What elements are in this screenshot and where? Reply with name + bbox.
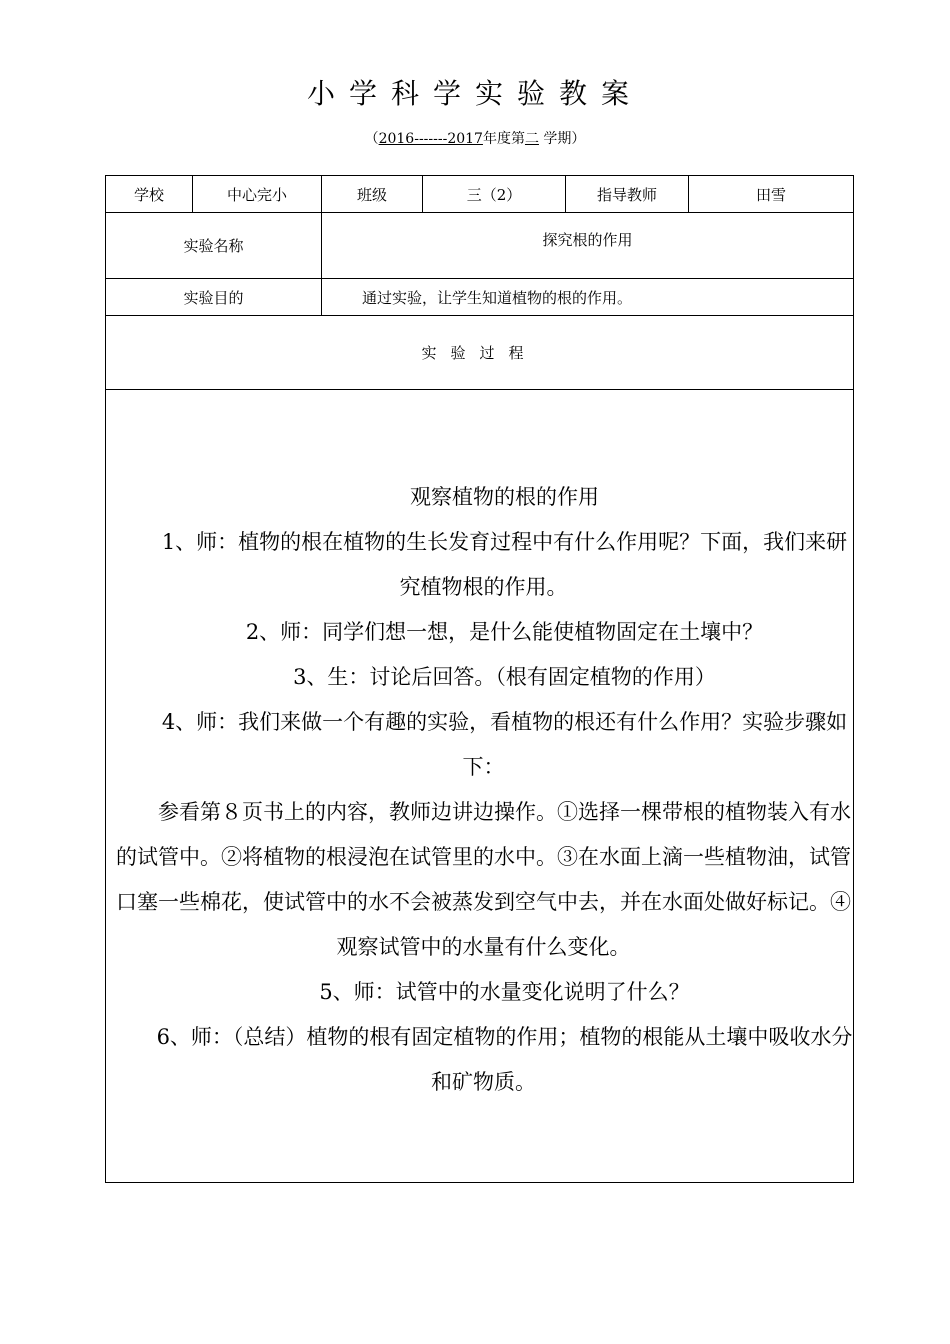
subtitle-open: （ [364,131,379,147]
term-suffix: 学期） [543,131,586,147]
term-number: 二 [524,131,539,147]
experiment-goal-value: 通过实验，让学生知道植物的根的作用。 [322,279,854,316]
process-paragraph: 5、师：试管中的水量变化说明了什么？ [319,979,690,1004]
process-paragraph: 参看第８页书上的内容，教师边讲边操作。①选择一棵带根的植物装入有水的试管中。②将植物的根浸泡在试管里的水中。③在水面上滴一些植物油，试管口塞一些棉花，使试管中的水不会被蒸发到空气中去，并在水面处做好标记。④观察试管中的水量有什么变化。 [116,799,851,959]
class-label: 班级 [322,176,423,213]
process-content-cell [106,390,854,1183]
process-heading: 实验过程 [106,316,854,390]
process-paragraph: 观察植物的根的作用 [410,484,599,509]
process-paragraph: 1、师：植物的根在植物的生长发育过程中有什么作用呢？下面，我们来研究植物根的作用。 [161,529,848,599]
experiment-name-value: 探究根的作用 [322,213,854,279]
process-heading-row [106,316,854,390]
school-value: 中心完小 [193,176,322,213]
process-paragraph: 4、师：我们来做一个有趣的实验，看植物的根还有什么作用？实验步骤如下： [161,709,848,779]
experiment-goal-row [106,279,854,316]
class-value: 三（2） [423,176,566,213]
page-title: 小学科学实验教案 [306,77,643,110]
process-paragraph: 2、师：同学们想一想，是什么能使植物固定在土壤中？ [245,619,764,644]
school-label: 学校 [106,176,193,213]
info-row [106,176,854,213]
teacher-value: 田雪 [689,176,854,213]
year-range: 2016-------2017 [378,131,483,147]
experiment-goal-label: 实验目的 [106,279,322,316]
term-subtitle [0,128,950,148]
teacher-label: 指导教师 [566,176,689,213]
process-content-row [106,390,854,1183]
experiment-name-label: 实验名称 [106,213,322,279]
year-suffix: 年度第 [482,131,525,147]
experiment-name-row [106,213,854,279]
process-paragraph: 3、生：讨论后回答。（根有固定植物的作用） [293,664,716,689]
process-content [106,468,853,1105]
process-paragraph: 6、师：（总结）植物的根有固定植物的作用；植物的根能从土壤中吸收水分和矿物质。 [156,1024,853,1094]
lesson-plan-table [105,175,854,1183]
